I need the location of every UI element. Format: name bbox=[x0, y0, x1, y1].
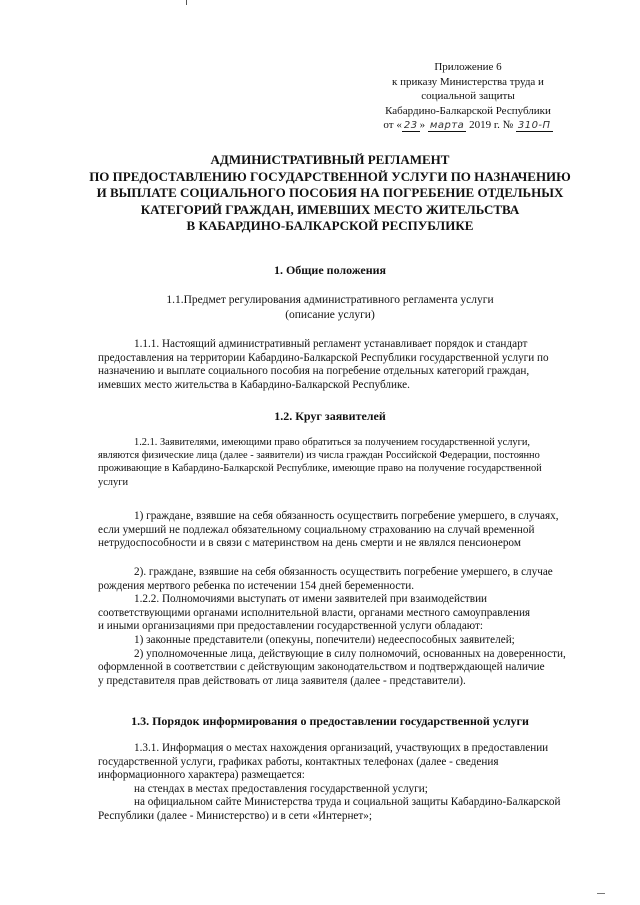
scan-mark bbox=[597, 893, 605, 894]
paragraph-1-1-1 bbox=[98, 338, 592, 392]
title-line-2: ПО ПРЕДОСТАВЛЕНИЮ ГОСУДАРСТВЕННОЙ УСЛУГИ ПО НАЗНАЧЕНИЮ bbox=[89, 168, 571, 184]
date-day: 23 bbox=[403, 120, 418, 131]
text-line: проживающие в Кабардино-Балкарской Республике, имеющие право на получение государственной bbox=[98, 463, 542, 475]
text-line: информационного характера) размещается: bbox=[98, 769, 305, 782]
text-line: услуги bbox=[98, 476, 129, 488]
approval-line-2: к приказу Министерства труда и bbox=[392, 75, 544, 88]
approval-stamp-block bbox=[358, 60, 578, 134]
date-mid: » bbox=[419, 119, 426, 131]
text-line: государственной услуги, графиках работы, контактных телефонах (далее - сведения bbox=[98, 755, 499, 768]
date-number: 310-П bbox=[517, 120, 551, 131]
title-line-4: КАТЕГОРИЙ ГРАЖДАН, ИМЕВШИХ МЕСТО ЖИТЕЛЬСТВА bbox=[140, 201, 520, 217]
title-line-1: АДМИНИСТРАТИВНЫЙ РЕГЛАМЕНТ bbox=[210, 152, 450, 167]
section-heading-informing: 1.3. Порядок информирования о предоставлении государственной услуги bbox=[131, 714, 529, 728]
text-line: 1.2.1. Заявителями, имеющими право обратиться за получением государственной услуги, bbox=[134, 437, 530, 448]
scan-mark bbox=[186, 0, 187, 5]
text-line: соответствующими органами исполнительной власти, органами местного самоуправления bbox=[98, 606, 531, 619]
text-line: если умерший не подлежал обязательному социальному страхованию на случай временной bbox=[98, 523, 535, 536]
text-line: 1) законные представители (опекуны, попечители) недееспособных заявителей; bbox=[134, 633, 515, 646]
approval-line-1: Приложение 6 bbox=[434, 61, 502, 73]
text-line: и иными организациями при предоставлении государственной услуги обладают: bbox=[98, 620, 484, 633]
text-line: Республики (далее - Министерство) и в сети «Интернет»; bbox=[98, 809, 372, 822]
paragraph-1-3-1 bbox=[98, 742, 592, 824]
text-line: на официальном сайте Министерства труда и социальной защиты Кабардино-Балкарской bbox=[134, 796, 561, 809]
list-item-2-and-1-2-2 bbox=[98, 566, 592, 688]
text-line: у представителя прав действовать от лица заявителя (далее - представители). bbox=[98, 674, 466, 687]
text-line: 1.3.1. Информация о местах нахождения организаций, участвующих в предоставлении bbox=[134, 742, 549, 754]
text-line: рождения мертвого ребенка по истечении 154 дней беременности. bbox=[98, 579, 415, 592]
text-line: 2). граждане, взявшие на себя обязанность осуществить погребение умершего, в случае bbox=[134, 566, 553, 578]
text-line: имевших место жительства в Кабардино-Балкарской Республике. bbox=[98, 378, 410, 391]
text-line: 1.2.2. Полномочиями выступать от имени заявителей при взаимодействии bbox=[134, 593, 488, 606]
title-line-5: В КАБАРДИНО-БАЛКАРСКОЙ РЕСПУБЛИКЕ bbox=[186, 218, 474, 233]
date-year: 2019 г. № bbox=[469, 119, 514, 131]
date-month: марта bbox=[429, 120, 465, 131]
text-line: предоставления на территории Кабардино-Балкарской Республики государственной услуги по bbox=[98, 351, 549, 364]
text-line: оформленной в соответствии с действующим законодательством и подтверждающей наличие bbox=[98, 661, 545, 674]
subheading-subject-line-2: (описание услуги) bbox=[285, 309, 375, 321]
approval-line-3: социальной защиты bbox=[421, 90, 515, 102]
approval-date-line bbox=[358, 118, 578, 134]
approval-line-4: Кабардино-Балкарской Республики bbox=[385, 104, 551, 117]
date-prefix: от « bbox=[383, 119, 402, 131]
list-item-1 bbox=[98, 510, 592, 551]
text-line: нетрудоспособности и в связи с материнством на день смерти и не являлся пенсионером bbox=[98, 537, 521, 550]
text-line: 1.1.1. Настоящий административный регламент устанавливает порядок и стандарт bbox=[134, 338, 528, 350]
text-line: на стендах в местах предоставления государственной услуги; bbox=[134, 782, 428, 795]
text-line: 2) уполномоченные лица, действующие в силу полномочий, основанных на доверенности, bbox=[134, 647, 566, 660]
paragraph-1-2-1 bbox=[98, 436, 592, 489]
document-title bbox=[60, 152, 600, 235]
text-line: 1) граждане, взявшие на себя обязанность осуществить погребение умершего, в случаях, bbox=[134, 510, 559, 522]
section-heading-general: 1. Общие положения bbox=[273, 263, 387, 277]
text-line: назначению и выплате социального пособия на погребение отдельных категорий граждан, bbox=[98, 365, 530, 378]
section-heading-applicants: 1.2. Круг заявителей bbox=[274, 409, 386, 423]
subheading-subject-line-1: 1.1.Предмет регулирования административного регламента услуги bbox=[166, 294, 494, 306]
title-line-3: И ВЫПЛАТЕ СОЦИАЛЬНОГО ПОСОБИЯ НА ПОГРЕБЕНИЕ ОТДЕЛЬНЫХ bbox=[96, 185, 564, 200]
text-line: являются физические лица (далее - заявители) из числа граждан Российской Федерации, постоянно bbox=[98, 450, 540, 462]
